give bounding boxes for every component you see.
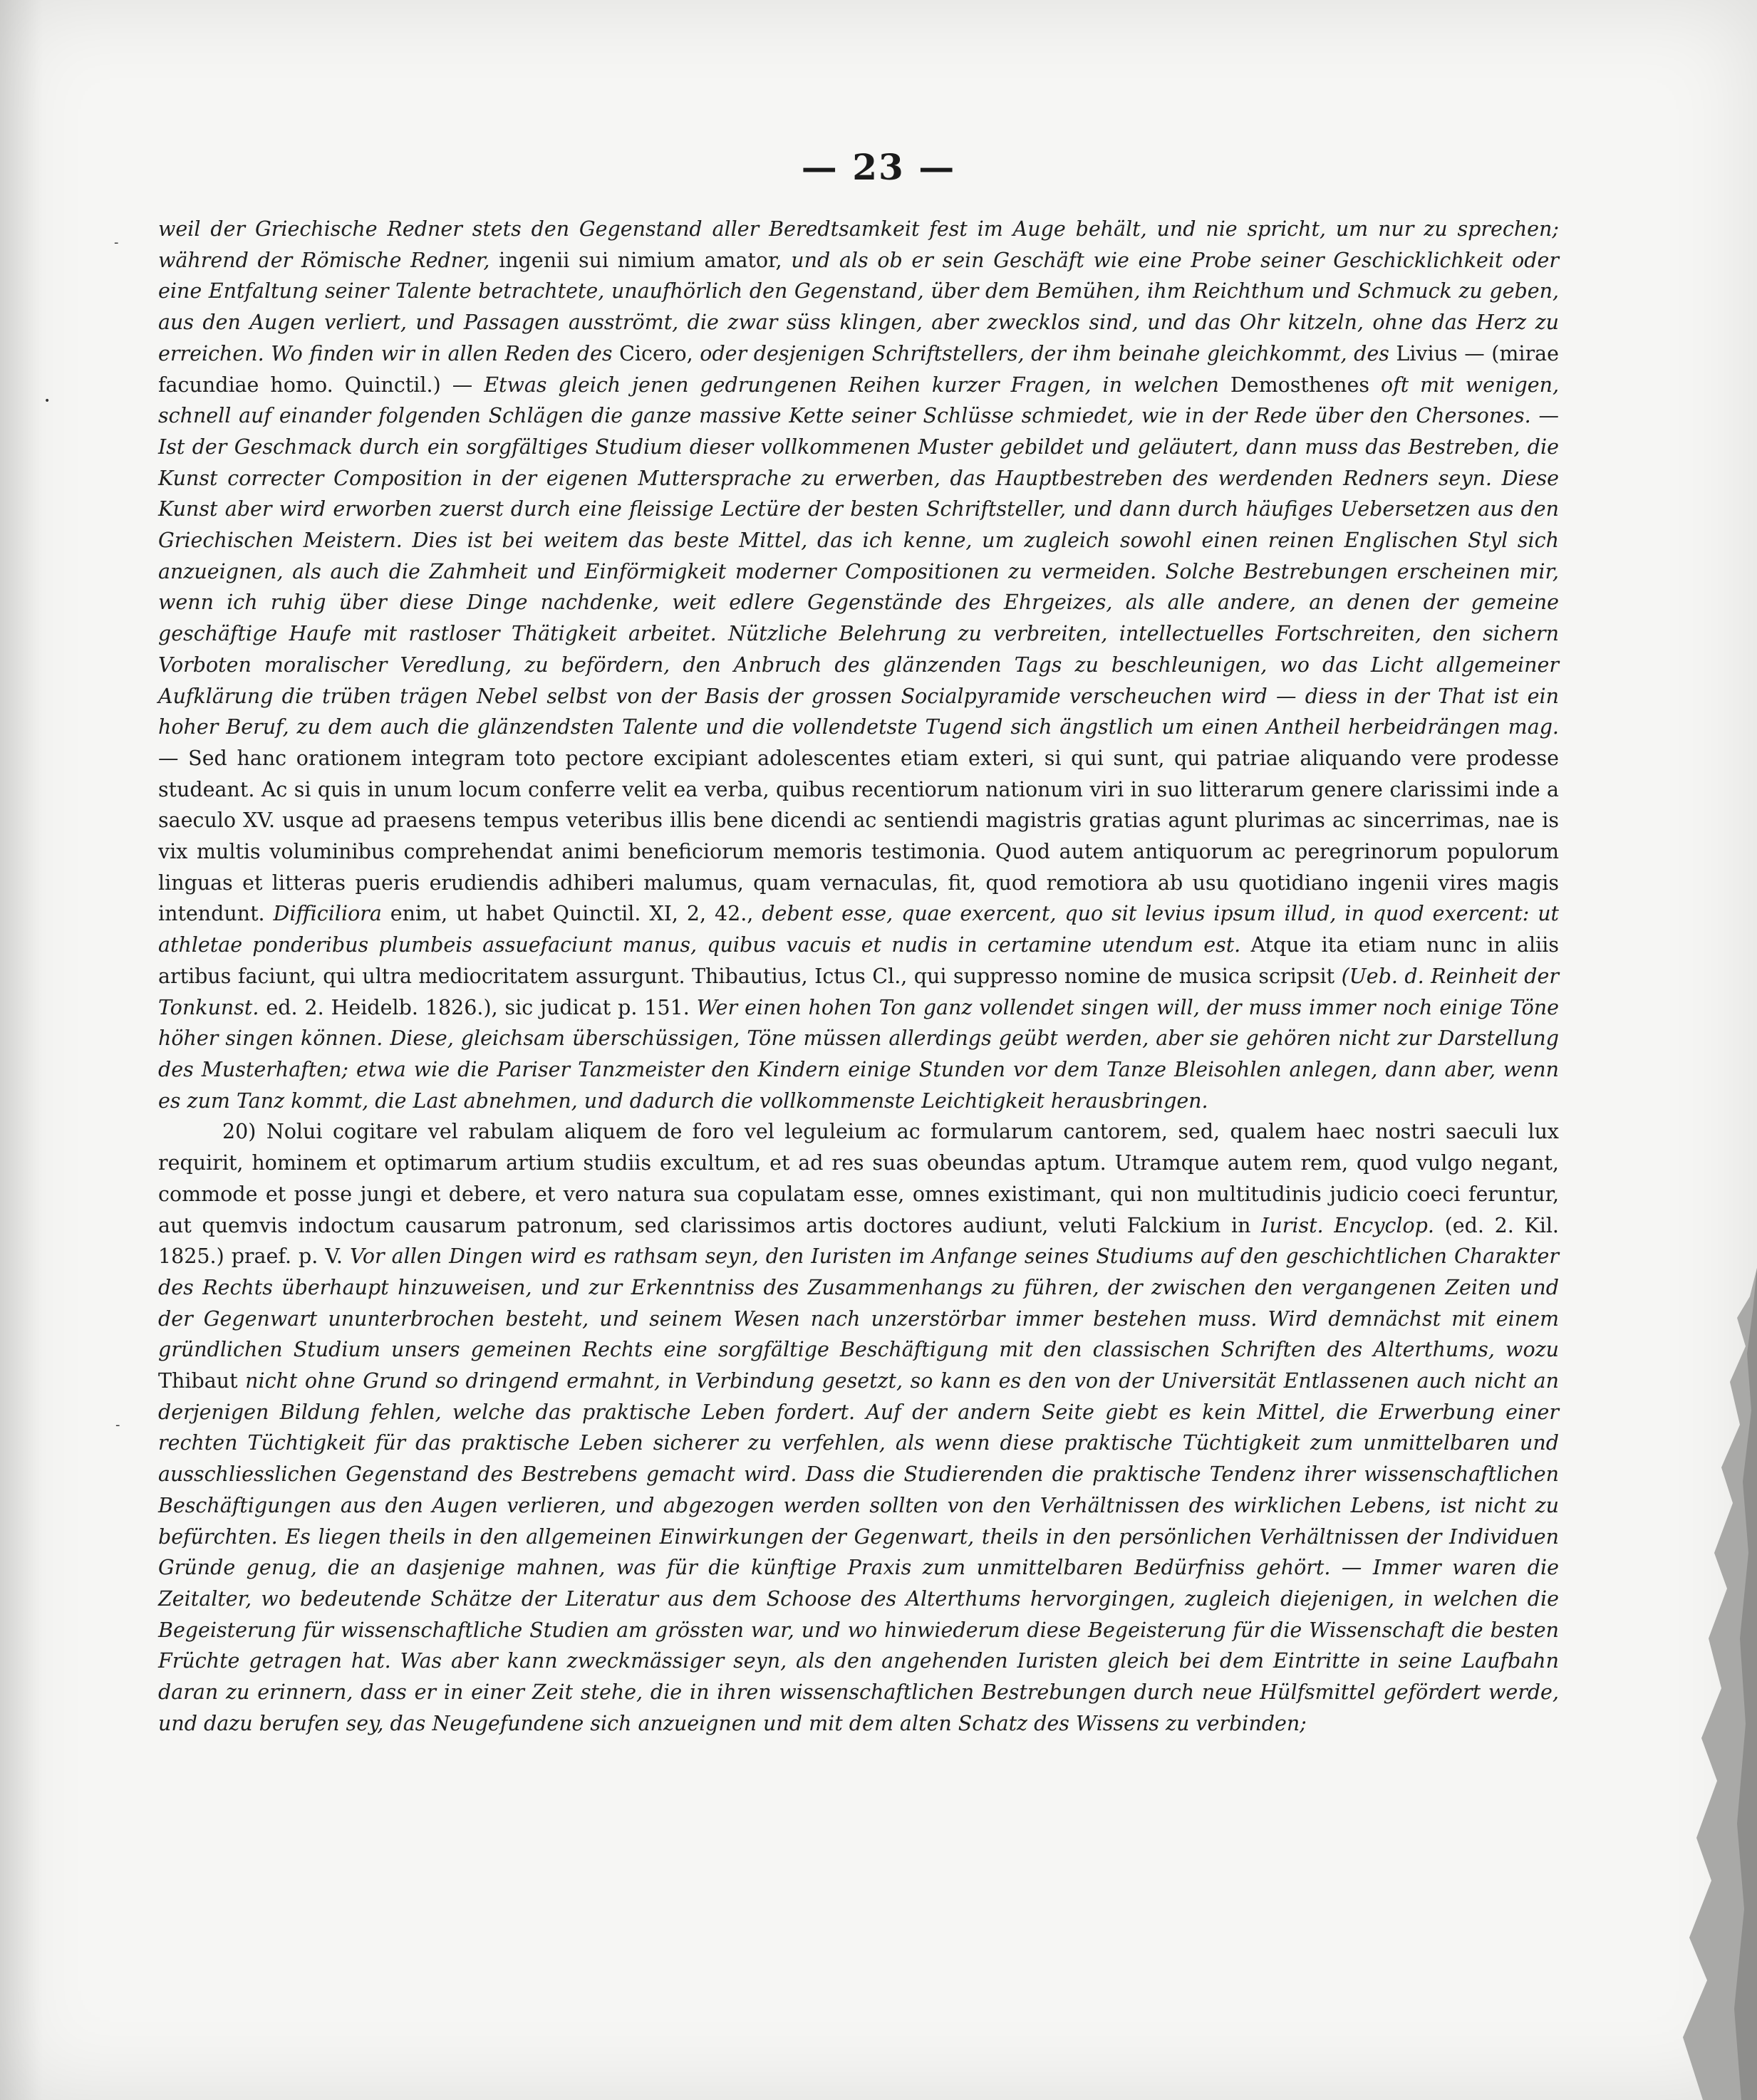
body-text	[158, 214, 1559, 1739]
roman-text-run: Cicero,	[619, 341, 700, 365]
italic-text-run: oft mit wenigen, schnell auf einander folgenden Schlägen die ganze massive Kette seiner Schlüsse schmiedet, wie in der Rede über den Chersones. — Ist der Geschmack durch ein sorgfältiges Studium dieser vollkommenen Muster gebildet und geläutert, dann muss das Bestreben, die Kunst correcter Composition in der eigenen Muttersprache zu erwerben, das Hauptbestreben des werdenden Redners seyn. Diese Kunst aber wird erworben zuerst durch eine fleissige Lectüre der besten Schriftsteller, und dann durch häufiges Uebersetzen aus den Griechischen Meistern. Dies ist bei weitem das beste Mittel, das ich kenne, um zugleich sowohl einen reinen Englischen Styl sich anzueignen, als auch die Zahmheit und Einförmigkeit moderner Compositionen zu vermeiden. Solche Bestrebungen erscheinen mir, wenn ich ruhig über diese Dinge nachdenke, weit edlere Gegenstände des Ehrgeizes, als alle andere, an denen der gemeine geschäftige Haufe mit rastloser Thätigkeit arbeitet. Nützliche Belehrung zu verbreiten, intellectuelles Fortschreiten, den sichern Vorboten moralischer Veredlung, zu befördern, den Anbruch des glänzenden Tags zu beschleunigen, wo das Licht allgemeiner Aufklärung die trüben trägen Nebel selbst von der Basis der grossen Socialpyramide verscheuchen wird — diess in der That ist ein hoher Beruf, zu dem auch die glänzendsten Talente und die vollendetste Tugend sich ängstlich um einen Antheil herbeidrängen mag. —	[158, 373, 1560, 770]
margin-mark-left-3: -	[115, 1418, 120, 1433]
italic-text-run: und als ob er sein Geschäft wie eine Probe seiner Geschicklichkeit oder eine Entfaltung seiner Talente betrachtete, unaufhörlich den Gegenstand, über dem Bemühen, ihm Reichthum und Schmuck zu geben, aus den Augen verliert, und Passagen ausströmt, die zwar süss klingen, aber zwecklos sind, und das Ohr kitzeln, ohne das Herz zu erreichen. Wo finden wir in allen Reden des	[158, 248, 1559, 365]
italic-text-run: Difficiliora	[273, 902, 390, 926]
italic-text-run: oder desjenigen Schriftstellers, der ihm beinahe gleichkommt, des	[700, 341, 1396, 365]
italic-text-run: Iurist. Encyclop.	[1261, 1213, 1445, 1237]
roman-text-run: ed. 2. Heidelb. 1826.), sic judicat p. 151.	[266, 995, 697, 1019]
roman-text-run: ingenii sui nimium amator,	[499, 248, 792, 272]
torn-edge-damage	[1543, 1268, 1757, 2100]
footnote-continuation	[158, 214, 1559, 1116]
roman-text-run: Demosthenes	[1230, 373, 1381, 397]
binding-shadow	[0, 0, 43, 2100]
italic-text-run: Vor allen Dingen wird es rathsam seyn, den Iuristen im Anfange seines Studiums auf den geschichtlichen Charakter des Rechts überhaupt hinzuweisen, und zur Erkenntniss des Zusammenhangs zu führen, der zwischen den vergangenen Zeiten und der Gegenwart ununterbrochen besteht, und seinem Wesen nach unzerstörbar immer bestehen muss. Wird demnächst mit einem gründlichen Studium unsers gemeinen Rechts eine sorgfältige Beschäftigung mit den classischen Schriften des Alterthums, wozu	[158, 1244, 1560, 1362]
roman-text-run: Livius — (mirae facundiae homo. Quinctil.) —	[158, 341, 1559, 397]
roman-text-run: (ed. 2. Kil. 1825.) praef. p. V.	[158, 1213, 1559, 1269]
roman-text-run: 20) Nolui cogitare vel rabulam aliquem de foro vel leguleium ac formularum cantorem, sed, qualem haec nostri saeculi lux requirit, hominem et optimarum artium studiis excultum, et ad res suas obeundas aptum. Utramque autem rem, quod vulgo negant, commode et posse jungi et debere, et vero natura sua copulatam esse, omnes existimant, qui non multitudinis judicio coeci feruntur, aut quemvis indoctum causarum patronum, sed clarissimos artis doctores audiunt, veluti Falckium in	[158, 1120, 1559, 1237]
roman-text-run: Sed hanc orationem integram toto pectore excipiant adolescentes etiam exteri, si qui sunt, qui patriae aliquando vere prodesse studeant. Ac si quis in unum locum conferre velit ea verba, quibus recentiorum nationum viri in suo litterarum genere clarissimi inde a saeculo XV. usque ad praesens tempus veteribus illis bene dicendi ac sentiendi magistris gratias agunt plurimas ac sincerrimas, nae is vix multis voluminibus comprehendat animi beneficiorum memoris testimonia. Quod autem antiquorum ac peregrinorum populorum linguas et litteras pueris erudiendis adhiberi malumus, quam vernaculas, fit, quod remotiora ab usu quotidiano ingenii vires magis intendunt.	[158, 746, 1560, 926]
margin-mark-left-2: •	[44, 395, 51, 407]
margin-mark-left: -	[114, 235, 119, 250]
roman-text-run: Atque ita etiam nunc in aliis artibus faciunt, qui ultra mediocritatem assurgunt. Thibautius, Ictus Cl., qui suppresso nomine de musica scripsit	[158, 933, 1559, 988]
italic-text-run: Wer einen hohen Ton ganz vollendet singen will, der muss immer noch einige Töne höher singen können. Diese, gleichsam überschüssigen, Töne müssen allerdings geübt werden, aber sie gehören nicht zur Darstellung des Musterhaften; etwa wie die Pariser Tanzmeister den Kindern einige Stunden vor dem Tanze Bleisohlen anlegen, dann aber, wenn es zum Tanz kommt, die Last abnehmen, und dadurch die vollkommenste Leichtigkeit herausbringen.	[158, 995, 1559, 1113]
roman-text-run: Thibaut	[158, 1369, 246, 1393]
italic-text-run: nicht ohne Grund so dringend ermahnt, in Verbindung gesetzt, so kann es den von der Universität Entlassenen auch nicht an derjenigen Bildung fehlen, welche das praktische Leben fordert. Auf der andern Seite giebt es kein Mittel, die Erwerbung einer rechten Tüchtigkeit für das praktische Leben sicherer zu verfehlen, als wenn diese praktische Tüchtigkeit zum unmittelbaren und ausschliesslichen Gegenstand des Bestrebens gemacht wird. Dass die Studierenden die praktische Tendenz ihrer wissenschaftlichen Beschäftigungen aus den Augen verlieren, und abgezogen werden sollten von den Verhältnissen des wirklichen Lebens, ist nicht zu befürchten. Es liegen theils in den allgemeinen Einwirkungen der Gegenwart, theils in den persönlichen Verhältnissen der Individuen Gründe genug, die an dasjenige mahnen, was für die künftige Praxis zum unmittelbaren Bedürfniss gehört. — Immer waren die Zeitalter, wo bedeutende Schätze der Literatur aus dem Schoose des Alterthums hervorgingen, zugleich diejenigen, in welchen die Begeisterung für wissenschaftliche Studien am grössten war, und wo hinwiederum diese Begeisterung für die Wissenschaft die besten Früchte getragen hat. Was aber kann zweckmässiger seyn, als den angehenden Iuristen gleich bei dem Eintritte in seine Laufbahn daran zu erinnern, dass er in einer Zeit stehe, die in ihren wissenschaftlichen Bestrebungen durch neue Hülfsmittel gefördert werde, und dazu berufen sey, das Neugefundene sich anzueignen und mit dem alten Schatz des Wissens zu verbinden;	[158, 1369, 1559, 1735]
italic-text-run: weil der Griechische Redner stets den Gegenstand aller Beredtsamkeit fest im Auge behält, und nie spricht, um nur zu sprechen; während der Römische Redner,	[158, 217, 1559, 272]
italic-text-run: debent esse, quae exercent, quo sit levius ipsum illud, in quod exercent: ut athletae ponderibus plumbeis assuefaciunt manus, quibus vacuis et nudis in certamine utendum est.	[158, 902, 1560, 957]
footnote-20	[158, 1116, 1559, 1739]
roman-text-run: enim, ut habet Quinctil. XI, 2, 42.,	[390, 902, 762, 926]
italic-text-run: Etwas gleich jenen gedrungenen Reihen kurzer Fragen, in welchen	[484, 373, 1230, 397]
page-number: — 23 —	[801, 146, 956, 188]
italic-text-run: (Ueb. d. Reinheit der Tonkunst.	[158, 964, 1559, 1019]
